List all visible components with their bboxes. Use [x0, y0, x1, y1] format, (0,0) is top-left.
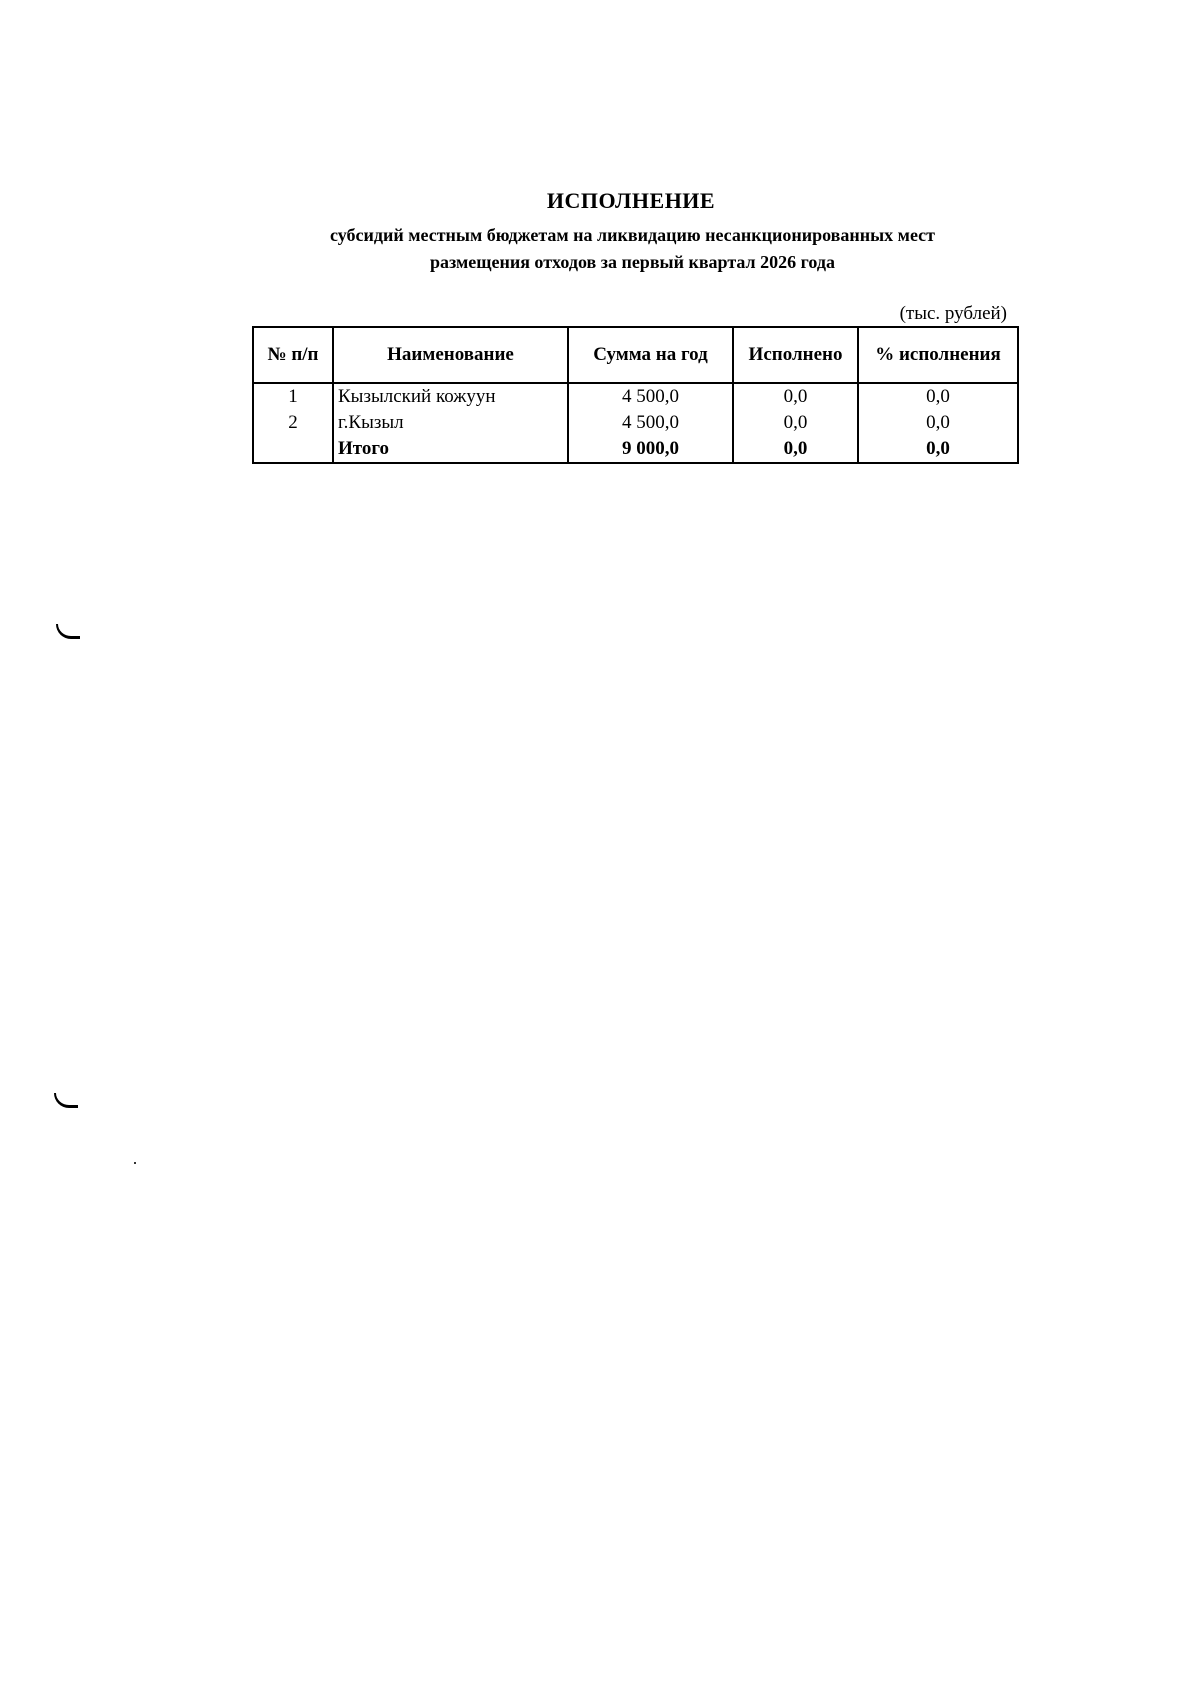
document-title: ИСПОЛНЕНИЕ	[546, 188, 716, 213]
table-header-row	[253, 327, 1018, 383]
row-sum: 4 500,0	[568, 383, 733, 410]
units-label: (тыс. рублей)	[899, 303, 1007, 324]
header-num: № п/п	[253, 327, 333, 383]
scan-dot	[134, 1162, 136, 1164]
total-pct: 0,0	[858, 436, 1018, 463]
total-sum: 9 000,0	[568, 436, 733, 463]
row-pct: 0,0	[858, 410, 1018, 436]
table-row	[253, 410, 1018, 436]
document-subtitle	[280, 222, 985, 276]
header-pct: % исполнения	[858, 327, 1018, 383]
subtitle-line-2: размещения отходов за первый квартал 2026 года	[430, 252, 835, 272]
row-done: 0,0	[733, 410, 858, 436]
row-num: 2	[253, 410, 333, 436]
row-done: 0,0	[733, 383, 858, 410]
scan-mark	[54, 1093, 78, 1108]
table-row	[253, 383, 1018, 410]
execution-table	[252, 326, 1019, 464]
total-num	[253, 436, 333, 463]
header-sum: Сумма на год	[568, 327, 733, 383]
scan-mark	[56, 624, 80, 639]
header-done: Исполнено	[733, 327, 858, 383]
row-name: Кызылский кожуун	[333, 383, 568, 410]
table-total-row	[253, 436, 1018, 463]
row-sum: 4 500,0	[568, 410, 733, 436]
subtitle-line-1: субсидий местным бюджетам на ликвидацию несанкционированных мест	[330, 225, 935, 245]
row-pct: 0,0	[858, 383, 1018, 410]
row-num: 1	[253, 383, 333, 410]
row-name: г.Кызыл	[333, 410, 568, 436]
total-done: 0,0	[733, 436, 858, 463]
total-name: Итого	[333, 436, 568, 463]
header-name: Наименование	[333, 327, 568, 383]
